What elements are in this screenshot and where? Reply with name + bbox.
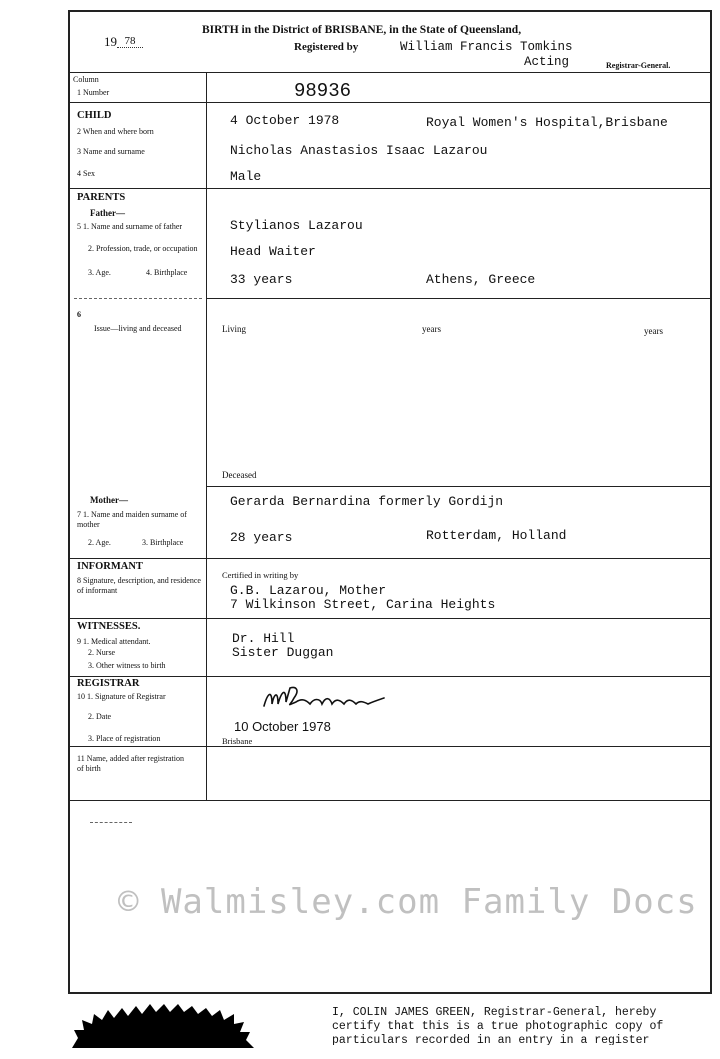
mother-heading: Mother— bbox=[90, 495, 128, 505]
label-added-name: 11 Name, added after registration of birth bbox=[77, 754, 184, 773]
issue-years-1: years bbox=[422, 324, 441, 334]
label-when-born: 2 When and where born bbox=[77, 127, 154, 136]
birth-certificate bbox=[68, 10, 712, 994]
issue-number: 6 bbox=[77, 310, 81, 319]
column-label: Column bbox=[73, 75, 99, 84]
label-registrar-signature: 10 1. Signature of Registrar bbox=[77, 692, 166, 701]
nurse: Sister Duggan bbox=[232, 645, 334, 660]
rule bbox=[206, 486, 710, 487]
rule bbox=[70, 618, 710, 619]
witnesses-heading: WITNESSES. bbox=[77, 621, 141, 632]
father-birthplace: Athens, Greece bbox=[426, 272, 536, 287]
informant-line-2: 7 Wilkinson Street, Carina Heights bbox=[230, 597, 496, 612]
label-father-occupation: 2. Profession, trade, or occupation bbox=[88, 244, 198, 253]
rule bbox=[70, 676, 710, 677]
rule bbox=[70, 72, 710, 73]
rule bbox=[70, 102, 710, 103]
father-occupation: Head Waiter bbox=[230, 244, 316, 259]
child-sex: Male bbox=[230, 169, 262, 184]
medical-attendant: Dr. Hill bbox=[232, 631, 295, 646]
date-born: 4 October 1978 bbox=[230, 113, 340, 128]
certified-label: Certified in writing by bbox=[222, 570, 299, 580]
year: 19 78 bbox=[104, 34, 143, 50]
label-mother-name: 7 1. Name and maiden surname of mother bbox=[77, 510, 187, 529]
label-registration-place: 3. Place of registration bbox=[88, 734, 161, 743]
label-registration-date: 2. Date bbox=[88, 712, 112, 721]
registrar-signature bbox=[260, 684, 400, 723]
parents-heading: PARENTS bbox=[77, 192, 126, 203]
issue-deceased: Deceased bbox=[222, 470, 257, 480]
certification-line-2: certify that this is a true photographic copy of bbox=[332, 1020, 664, 1033]
registration-number: 98936 bbox=[294, 80, 352, 102]
acting-label: Acting bbox=[524, 55, 570, 69]
rule bbox=[70, 188, 710, 189]
label-sex: 4 Sex bbox=[77, 169, 95, 178]
issue-living: Living bbox=[222, 324, 246, 334]
column-divider bbox=[206, 72, 207, 800]
rule bbox=[70, 800, 710, 801]
rule bbox=[70, 746, 710, 747]
certificate-title: BIRTH in the District of BRISBANE, in the State of Queensland, bbox=[202, 24, 522, 36]
label-nurse: 2. Nurse bbox=[88, 648, 116, 657]
label-father-age: 3. Age. bbox=[88, 268, 111, 277]
label-other-witness: 3. Other witness to birth bbox=[88, 661, 166, 670]
label-father-birthplace: 4. Birthplace bbox=[146, 268, 188, 277]
place-born: Royal Women's Hospital,Brisbane bbox=[426, 115, 668, 130]
label-medical: 9 1. Medical attendant. bbox=[77, 637, 151, 646]
child-name: Nicholas Anastasios Isaac Lazarou bbox=[230, 143, 488, 158]
certification-line-3: particulars recorded in an entry in a register bbox=[332, 1034, 650, 1045]
label-mother-birthplace: 3. Birthplace bbox=[142, 538, 184, 547]
child-heading: CHILD bbox=[77, 110, 112, 121]
label-father-name: 5 1. Name and surname of father bbox=[77, 222, 183, 231]
registrar-heading: REGISTRAR bbox=[77, 678, 140, 689]
mother-birthplace: Rotterdam, Holland bbox=[426, 528, 567, 543]
rule bbox=[70, 558, 710, 559]
registration-date: 10 October 1978 bbox=[234, 719, 331, 734]
issue-label: Issue—living and deceased bbox=[94, 324, 182, 333]
father-heading: Father— bbox=[90, 208, 125, 218]
informant-line-1: G.B. Lazarou, Mother bbox=[230, 583, 387, 598]
father-age: 33 years bbox=[230, 272, 293, 287]
rule-dotted bbox=[74, 298, 202, 299]
registered-by-label: Registered by bbox=[294, 41, 359, 53]
mother-age: 28 years bbox=[230, 530, 293, 545]
issue-years-2: years bbox=[644, 326, 663, 336]
label-informant: 8 Signature, description, and residence of informant bbox=[77, 576, 201, 595]
certification-line-1: I, COLIN JAMES GREEN, Registrar-General, hereby bbox=[332, 1006, 657, 1019]
label-child-name: 3 Name and surname bbox=[77, 147, 145, 156]
number-label: 1 Number bbox=[77, 88, 110, 97]
mother-name: Gerarda Bernardina formerly Gordijn bbox=[230, 494, 504, 509]
registrar-name: William Francis Tomkins bbox=[400, 40, 573, 54]
registration-place: Brisbane bbox=[222, 736, 253, 746]
seal bbox=[68, 1000, 258, 1055]
blank-mark bbox=[90, 822, 132, 823]
watermark: © Walmisley.com Family Docs bbox=[118, 882, 698, 922]
father-name: Stylianos Lazarou bbox=[230, 218, 363, 233]
registrar-general-label: Registrar-General. bbox=[606, 61, 671, 70]
label-mother-age: 2. Age. bbox=[88, 538, 111, 547]
informant-heading: INFORMANT bbox=[77, 561, 143, 572]
rule bbox=[206, 298, 710, 299]
